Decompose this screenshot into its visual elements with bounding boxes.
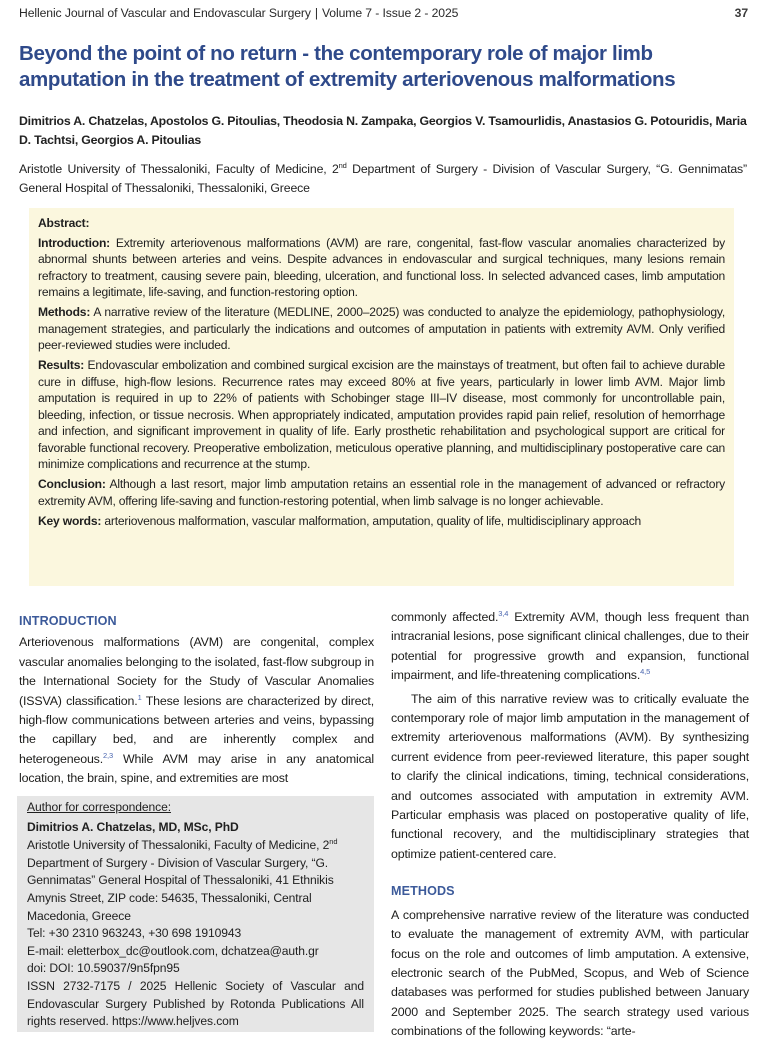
citation-link[interactable]: 3,4	[498, 608, 509, 618]
correspondence-name: Dimitrios A. Chatzelas, MD, MSc, PhD	[27, 819, 239, 834]
abstract-keywords	[38, 513, 725, 530]
abstract-results	[38, 357, 725, 473]
correspondence-email[interactable]: E-mail: eletterbox_dc@outlook.com, dchatzea@auth.gr	[27, 943, 319, 958]
correspondence-address	[27, 837, 364, 925]
address-text: Aristotle University of Thessaloniki, Faculty of Medicine, 2	[27, 838, 330, 853]
affiliation-text: Aristotle University of Thessaloniki, Faculty of Medicine, 2	[19, 162, 339, 176]
body-text: commonly affected.	[391, 610, 499, 624]
journal-name: Hellenic Journal of Vascular and Endovascular Surgery	[19, 6, 311, 20]
header-separator: |	[314, 6, 318, 20]
correspondence-tel: Tel: +30 2310 963243, +30 698 1910943	[27, 926, 242, 941]
author-list: Dimitrios A. Chatzelas, Apostolos G. Pitoulias, Theodosia N. Zampaka, Georgios V. Tsamourlidis, Anastasios G. Potouridis, Maria D. Tachtsi, Georgios A. Pitoulias	[19, 114, 747, 147]
abstract-box	[29, 208, 734, 586]
affiliation-text-continued: Department of Surgery - Division of Vascular Surgery, “G. Gennimatas” General Hospital of Thessaloniki, Thessaloniki, Greece	[19, 162, 747, 195]
methods-paragraph: A comprehensive narrative review of the literature was conducted to evaluate the management of extremity AVM, with particular focus on the role and outcomes of limb amputation. A extensive, electronic search of the PubMed, Scopus, and Web of Science databases was performed for studies published between January 2000 and September 2025. The search strategy used various combinations of the following keywords: “arte-	[391, 907, 749, 1039]
journal-issue: Volume 7 - Issue 2 - 2025	[321, 6, 459, 20]
abstract-label: Results:	[38, 358, 85, 372]
body-text: Arteriovenous malformations (AVM) are congenital, complex vascular anomalies belonging to the isolated, fast-flow subgroup in the International Society for the Study of Vascular Anomalies (ISSVA) classification.	[19, 635, 375, 708]
abstract-label: Introduction:	[38, 235, 110, 250]
abstract-heading: Abstract:	[38, 216, 90, 230]
correspondence-doi[interactable]: doi: DOI: 10.59037/9n5fpn95	[27, 961, 180, 976]
body-text: While AVM may arise in any anatomical location, the brain, spine, and extremities are most	[19, 751, 374, 786]
citation-link[interactable]: 4,5	[640, 667, 651, 677]
aim-paragraph: The aim of this narrative review was to critically evaluate the contemporary role of major limb amputation in the management of extremity arteriovenous malformations (AVM). By synthesizing current evidence from peer-reviewed literature, this paper sought to clarify the clinical indications, timing, technical considerations, and outcomes associated with amputation in extremity AVM. Particular emphasis was placed on postoperative quality of life, functional recovery, and the multidisciplinary strategies that optimize patient-centered care.	[391, 691, 749, 861]
abstract-text: A narrative review of the literature (MEDLINE, 2000–2025) was conducted to analyze the epidemiology, pathophysiology, management strategies, and particularly the indications and outcomes of amputation in patients with extremity AVM. Only verified peer-reviewed studies were included.	[38, 305, 725, 352]
abstract-introduction	[38, 235, 725, 301]
address-superscript: nd	[329, 837, 338, 847]
article-title: Beyond the point of no return - the contemporary role of major limb amputation in the treatment of extremity arteriovenous malformations	[19, 42, 676, 91]
abstract-label: Conclusion:	[38, 477, 106, 491]
introduction-paragraph	[19, 633, 374, 788]
citation-link[interactable]: 2,3	[103, 750, 114, 760]
abstract-text: Extremity arteriovenous malformations (AVM) are rare, congenital, fast-flow vascular anomalies characterized by abnormal shunts between arteries and veins. Despite advances in endovascular and surgical techniques, many lesions remain refractory to treatment, causing severe pain, bleeding, ulceration, and functional loss. In selected advanced cases, limb amputation remains a legitimate, life-saving, and function-restoring option.	[38, 235, 725, 299]
introduction-heading: INTRODUCTION	[19, 614, 117, 628]
body-text: These lesions are characterized by direct, high-flow communications between arteries and veins, bypassing the capillary bed, and are inherently complex and heterogeneous.	[19, 693, 374, 766]
left-column	[19, 612, 374, 789]
citation-link[interactable]: 1	[137, 692, 142, 702]
correspondence-box	[17, 796, 374, 1032]
abstract-text: Endovascular embolization and combined surgical excision are the mainstays of treatment, but often fail to achieve durable cure in diffuse, high-flow lesions. Recurrence rates may exceed 80% at five years, particularly in lower limb AVM. Major limb amputation is required in up to 22% of patients with Schobinger stage III–IV disease, most commonly for uncontrollable pain, bleeding, infection, or tissue necrosis. When appropriately indicated, amputation provides rapid pain relief, resolution of hemorrhage and infection, and significant improvement in quality of life. Early prosthetic rehabilitation and psychological support are critical for favorable functional recovery. Preoperative embolization, meticulous operative planning, and multidisciplinary postoperative care can minimize complications and recurrence at the stump.	[38, 358, 725, 471]
abstract-label: Key words:	[38, 513, 102, 528]
address-text-continued: Department of Surgery - Division of Vascular Surgery, “G. Gennimatas” General Hospital of Thessaloniki, 41 Ethnikis Amynis Street, ZIP code: 54635, Thessaloniki, Central Macedonia, Greece	[27, 855, 334, 923]
abstract-label: Methods:	[38, 305, 91, 319]
abstract-text: Although a last resort, major limb amputation retains an essential role in the management of advanced or refractory extremity AVM, offering life-saving and function-restoring potential, when limb salvage is no longer achievable.	[38, 477, 725, 508]
affiliation	[19, 160, 747, 197]
affiliation-superscript: nd	[338, 160, 347, 170]
methods-heading: METHODS	[391, 884, 455, 899]
running-header	[19, 6, 748, 20]
right-column	[391, 608, 749, 1042]
page-number: 37	[734, 6, 748, 20]
abstract-methods	[38, 304, 725, 354]
abstract-conclusion	[38, 476, 725, 509]
correspondence-issn: ISSN 2732-7175 / 2025 Hellenic Society of Vascular and Endovascular Surgery Published by Rotonda Publications All rights reserved. https://www.heljves.com	[27, 978, 364, 1029]
correspondence-label: Author for correspondence:	[27, 800, 171, 814]
abstract-text: arteriovenous malformation, vascular malformation, amputation, quality of life, multidisciplinary approach	[101, 513, 642, 528]
introduction-paragraph-continued	[391, 608, 749, 686]
journal-info	[19, 6, 458, 20]
body-text: Extremity AVM, though less frequent than intracranial lesions, pose significant clinical challenges, due to their potential for progressive growth and expansion, functional impairment, and life-threatening complications.	[391, 610, 749, 683]
